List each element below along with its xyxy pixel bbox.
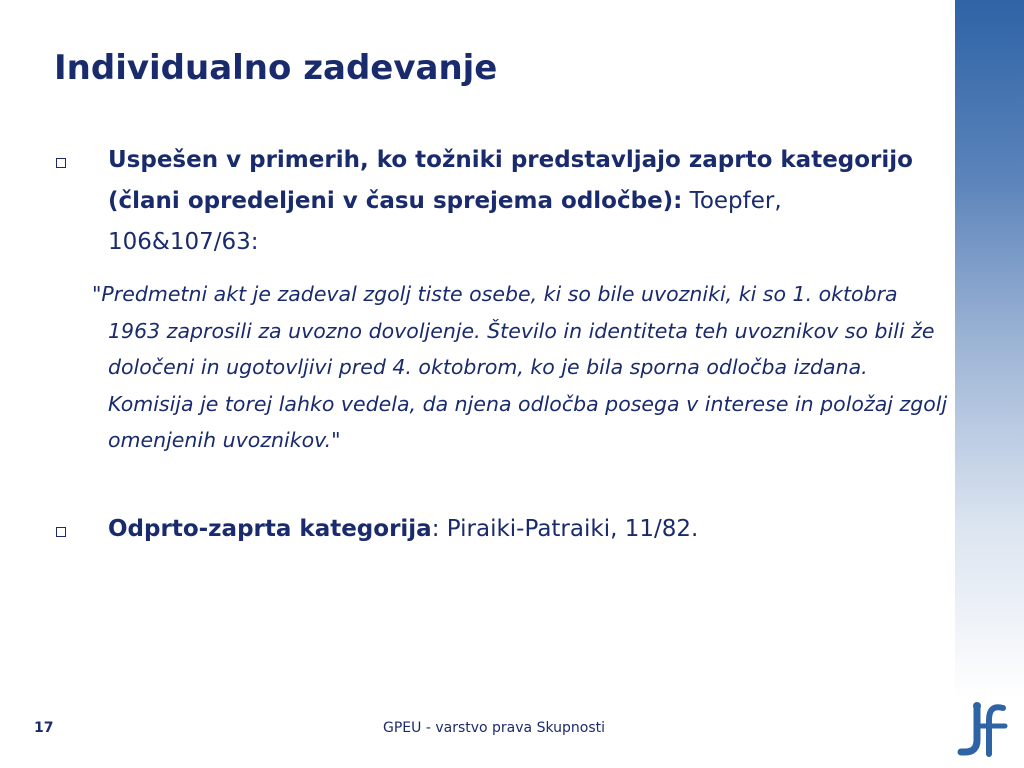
bullet-item-2-bold: Odprto-zaprta kategorija bbox=[108, 516, 432, 542]
bullet-item-2-citation: : Piraiki-Patraiki, 11/82. bbox=[431, 516, 699, 542]
bullet-item-1-bold: Uspešen v primerih, ko tožniki predstavljajo zaprto kategorijo (člani opredeljeni v času sprejema odločbe): bbox=[108, 147, 913, 214]
bullet-item-1 bbox=[108, 140, 938, 263]
square-bullet-icon bbox=[56, 527, 66, 537]
slide-title: Individualno zadevanje bbox=[54, 48, 498, 88]
page-number: 17 bbox=[34, 720, 54, 736]
quote-paragraph: "Predmetni akt je zadeval zgolj tiste osebe, ki so bile uvozniki, ki so 1. oktobra 1963 zaprosili za uvozno dovoljenje. Število in identiteta teh uvoznikov so bili že določeni in ugotovljivi pred 4. oktobrom, ko je bila sporna odločba izdana. Komisija je torej lahko vedela, da njena odločba posega v interese in položaj zgolj omenjenih uvoznikov." bbox=[92, 282, 948, 452]
square-bullet-icon bbox=[56, 158, 66, 168]
footer-text: GPEU - varstvo prava Skupnosti bbox=[383, 720, 606, 736]
jf-logo-icon bbox=[955, 700, 1015, 760]
bullet-item-1-citation: Toepfer, 106&107/63: bbox=[108, 188, 782, 255]
bullet-item-2 bbox=[108, 509, 938, 550]
decorative-side-band bbox=[955, 0, 1024, 700]
